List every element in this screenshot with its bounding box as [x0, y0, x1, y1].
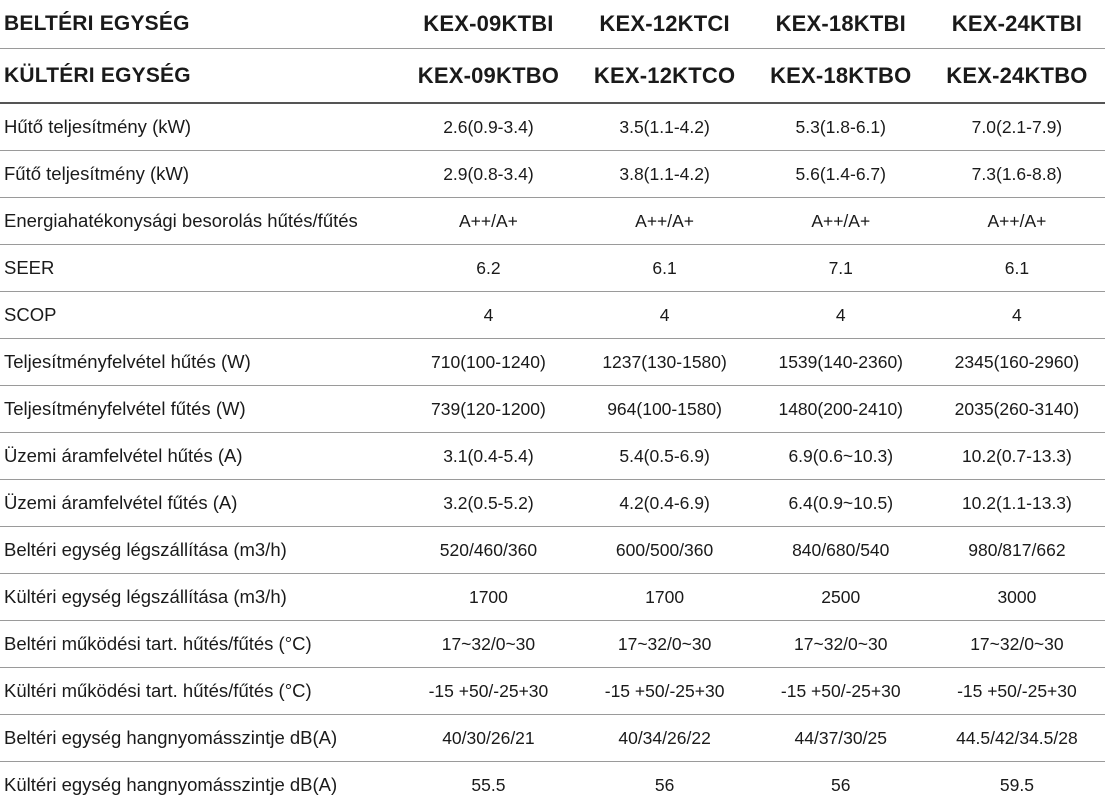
- row-value: 17~32/0~30: [929, 621, 1105, 668]
- table-row: [0, 574, 1105, 621]
- table-row: [0, 339, 1105, 386]
- row-value: 4.2(0.4-6.9): [577, 480, 753, 527]
- table-row: [0, 433, 1105, 480]
- row-label: Üzemi áramfelvétel fűtés (A): [0, 480, 400, 527]
- row-value: 2035(260-3140): [929, 386, 1105, 433]
- row-value: 56: [831, 774, 851, 795]
- table-header: [0, 0, 1105, 103]
- row-value: 5.4(0.5-6.9): [577, 433, 753, 480]
- outdoor-unit-header-row: [0, 49, 1105, 104]
- row-value: 964(100-1580): [577, 386, 753, 433]
- row-value: 6.1: [929, 245, 1105, 292]
- row-label: Teljesítményfelvétel fűtés (W): [0, 386, 400, 433]
- indoor-model-4: KEX-24KTBI: [929, 0, 1105, 49]
- table-row: [0, 245, 1105, 292]
- row-label: Üzemi áramfelvétel hűtés (A): [0, 433, 400, 480]
- row-label: Hűtő teljesítmény (kW): [0, 103, 400, 151]
- row-value: -15 +50/-25+30: [577, 668, 753, 715]
- row-value: 1700: [400, 574, 576, 621]
- outdoor-unit-label: KÜLTÉRI EGYSÉG: [0, 49, 400, 104]
- row-label: SCOP: [0, 292, 400, 339]
- outdoor-model-4: KEX-24KTBO: [929, 49, 1105, 104]
- row-value: 44.5/42/34.5/28: [929, 715, 1105, 762]
- row-value: 6.2: [400, 245, 576, 292]
- row-value: 7.0(2.1-7.9): [929, 103, 1105, 151]
- outdoor-model-3: KEX-18KTBO: [753, 49, 929, 104]
- row-value: 17~32/0~30: [577, 621, 753, 668]
- row-value: 600/500/360: [577, 527, 753, 574]
- row-value: 6.1: [577, 245, 753, 292]
- table-body: [0, 103, 1105, 808]
- table-row: [0, 527, 1105, 574]
- row-label: Beltéri működési tart. hűtés/fűtés (°C): [0, 621, 400, 668]
- row-value: 1480(200-2410): [753, 386, 929, 433]
- row-label: Kültéri egység hangnyomásszintje dB(A): [4, 774, 338, 795]
- row-value: 44/37/30/25: [753, 715, 929, 762]
- row-value: 7.3(1.6-8.8): [929, 151, 1105, 198]
- row-label: Fűtő teljesítmény (kW): [0, 151, 400, 198]
- row-value: -15 +50/-25+30: [929, 668, 1105, 715]
- table-row: [0, 103, 1105, 151]
- outdoor-model-1: KEX-09KTBO: [400, 49, 576, 104]
- indoor-model-2: KEX-12KTCI: [577, 0, 753, 49]
- row-value: 3.8(1.1-4.2): [577, 151, 753, 198]
- row-value: 6.4(0.9~10.5): [753, 480, 929, 527]
- row-value: 4: [753, 292, 929, 339]
- row-label: Kültéri működési tart. hűtés/fűtés (°C): [0, 668, 400, 715]
- outdoor-model-2: KEX-12KTCO: [577, 49, 753, 104]
- table-row: [0, 480, 1105, 527]
- row-label: Beltéri egység légszállítása (m3/h): [0, 527, 400, 574]
- row-label: Energiahatékonysági besorolás hűtés/fűtés: [0, 198, 400, 245]
- table-row: [0, 668, 1105, 715]
- row-value: 2.9(0.8-3.4): [400, 151, 576, 198]
- row-value: 710(100-1240): [400, 339, 576, 386]
- row-value: 10.2(1.1-13.3): [929, 480, 1105, 527]
- row-value: 520/460/360: [400, 527, 576, 574]
- row-value: 1700: [577, 574, 753, 621]
- table-row: [0, 762, 1105, 809]
- row-value: 10.2(0.7-13.3): [929, 433, 1105, 480]
- table-row: [0, 292, 1105, 339]
- row-value: 55.5: [471, 774, 506, 795]
- row-value: 7.1: [753, 245, 929, 292]
- row-label: Beltéri egység hangnyomásszintje dB(A): [0, 715, 400, 762]
- table-row: [0, 386, 1105, 433]
- row-value: 56: [654, 774, 675, 795]
- row-value: 2345(160-2960): [929, 339, 1105, 386]
- row-label: SEER: [0, 245, 400, 292]
- indoor-model-3: KEX-18KTBI: [753, 0, 929, 49]
- row-value: 17~32/0~30: [753, 621, 929, 668]
- row-value: 1539(140-2360): [753, 339, 929, 386]
- row-label: Kültéri egység légszállítása (m3/h): [0, 574, 400, 621]
- row-value: A++/A+: [577, 198, 753, 245]
- indoor-unit-label: BELTÉRI EGYSÉG: [0, 0, 400, 49]
- row-value: A++/A+: [753, 198, 929, 245]
- table-row: [0, 198, 1105, 245]
- row-value: 4: [400, 292, 576, 339]
- indoor-unit-header-row: [0, 0, 1105, 49]
- row-value: 6.9(0.6~10.3): [753, 433, 929, 480]
- row-value: 980/817/662: [929, 527, 1105, 574]
- row-value: 3.2(0.5-5.2): [400, 480, 576, 527]
- row-value: A++/A+: [400, 198, 576, 245]
- row-value: -15 +50/-25+30: [400, 668, 576, 715]
- row-value: 40/30/26/21: [400, 715, 576, 762]
- row-value: 2.6(0.9-3.4): [400, 103, 576, 151]
- row-value: 840/680/540: [753, 527, 929, 574]
- row-label: Teljesítményfelvétel hűtés (W): [0, 339, 400, 386]
- table-row: [0, 151, 1105, 198]
- row-value: 739(120-1200): [400, 386, 576, 433]
- row-value: 1237(130-1580): [577, 339, 753, 386]
- table-row: [0, 621, 1105, 668]
- row-value: A++/A+: [929, 198, 1105, 245]
- row-value: 3.1(0.4-5.4): [400, 433, 576, 480]
- row-value: 4: [577, 292, 753, 339]
- row-value: 5.6(1.4-6.7): [753, 151, 929, 198]
- row-value: 5.3(1.8-6.1): [753, 103, 929, 151]
- row-value: -15 +50/-25+30: [753, 668, 929, 715]
- row-value: 4: [929, 292, 1105, 339]
- row-value: 3.5(1.1-4.2): [577, 103, 753, 151]
- row-value: 2500: [753, 574, 929, 621]
- indoor-model-1: KEX-09KTBI: [400, 0, 576, 49]
- row-value: 3000: [929, 574, 1105, 621]
- row-value: 59.5: [999, 774, 1034, 795]
- row-value: 40/34/26/22: [577, 715, 753, 762]
- table-row: [0, 715, 1105, 762]
- row-value: 17~32/0~30: [400, 621, 576, 668]
